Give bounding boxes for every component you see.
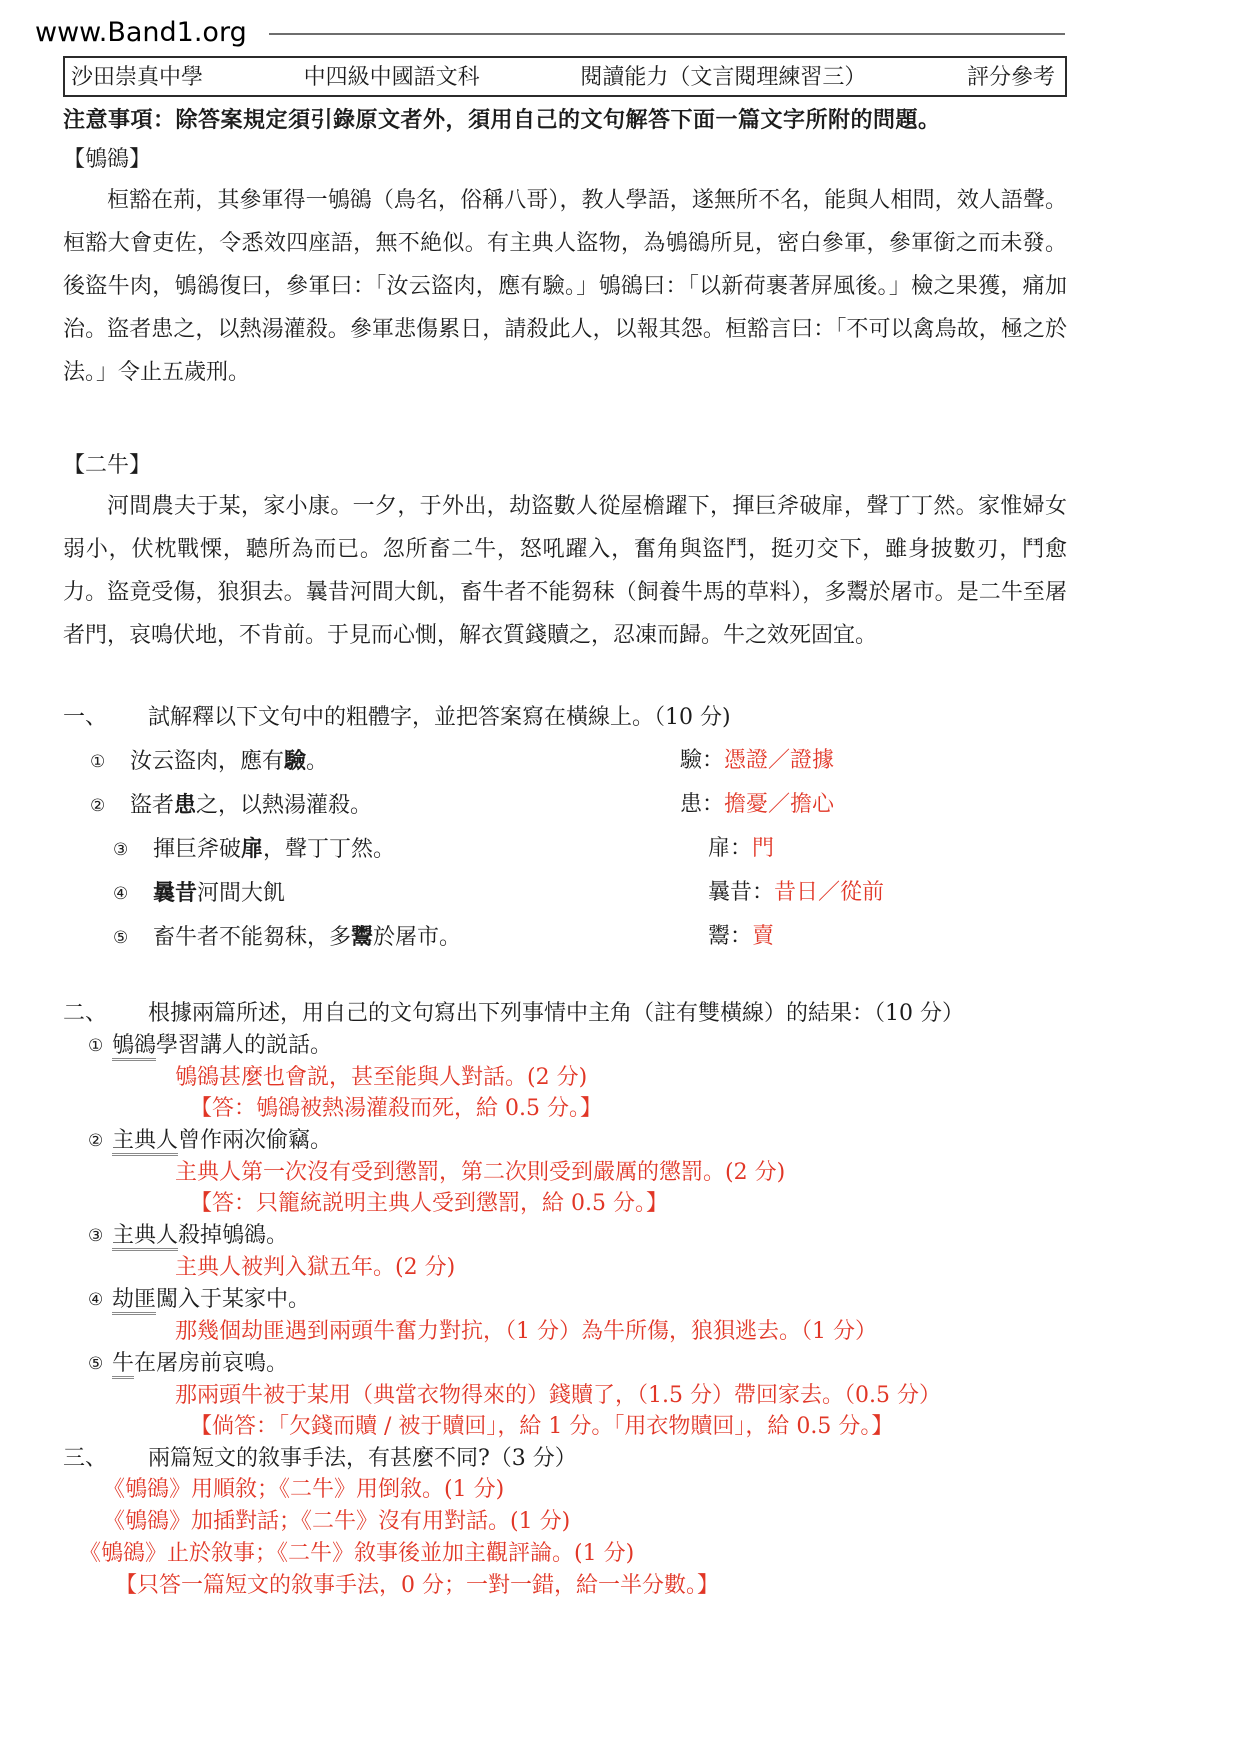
passage1-title: 【鴝鵒】 [63,147,152,172]
model-answer: 那兩頭牛被于某用（典當衣物得來的）錢贖了，（1.5 分）帶回家去。（0.5 分） [175,1383,941,1408]
paper-title: 閱讀能力（文言閱理練習三） [580,65,867,90]
item-statement: 學習講人的説話。 [156,1033,333,1058]
item-statement: 闖入于某家中。 [156,1287,311,1312]
q2-item-1 [63,1030,1067,1062]
answer-term: 鬻： [708,924,753,949]
item-subject: 牛 [112,1351,134,1379]
question1-number: 一、 [63,705,108,730]
question3-prompt: 兩篇短文的敘事手法，有甚麼不同?（3 分） [148,1446,577,1471]
instructions-note: 注意事項：除答案規定須引錄原文者外，須用自己的文句解答下面一篇文字所附的問題。 [63,107,941,133]
top-watermark-bar [35,18,1065,48]
item-number: ⑤ [88,1354,104,1374]
item-answer [708,878,884,908]
item-question: 畜牛者不能芻秣，多鬻於屠市。 [153,924,462,950]
item-subject: 主典人 [112,1223,178,1251]
item-question: 汝云盜肉，應有驗。 [130,748,329,774]
q2-item-4 [63,1284,1067,1316]
question1-prompt: 試解釋以下文句中的粗體字，並把答案寫在橫線上。（10 分) [148,705,731,730]
marking-note: 【答：只籠統説明主典人受到懲罰，給 0.5 分。】 [190,1191,668,1216]
answer-value: 擔憂／擔心 [724,792,835,817]
item-number: ⑤ [113,928,129,948]
answer-term: 扉： [708,836,753,861]
class-subject: 中四級中國語文科 [303,65,480,90]
document-body [63,56,1067,1602]
model-answer: 主典人第一次沒有受到懲罰，第二次則受到嚴厲的懲罰。(2 分) [175,1160,786,1185]
item-subject: 主典人 [112,1128,178,1156]
passage2-title: 【二牛】 [63,453,152,478]
item-number: ① [90,752,106,772]
model-answer: 那幾個劫匪遇到兩頭牛奮力對抗，（1 分）為牛所傷，狼狽逃去。（1 分） [175,1319,877,1344]
model-answer: 《鴝鵒》止於敘事；《二牛》敘事後並加主觀評論。(1 分) [79,1541,635,1566]
marking-note: 【只答一篇短文的敘事手法，0 分；一對一錯，給一半分數。】 [115,1573,719,1598]
item-number: ③ [113,840,129,860]
question3-heading [63,1444,1067,1474]
item-statement: 殺掉鴝鵒。 [178,1223,289,1248]
item-answer [708,922,774,952]
model-answer: 《鴝鵒》加插對話；《二牛》沒有用對話。(1 分) [103,1509,571,1534]
q2-item-2 [63,1125,1067,1157]
answer-term: 患： [680,792,725,817]
q1-item-2 [63,790,1067,821]
item-number: ① [88,1036,104,1056]
answer-value: 賣 [752,924,775,949]
item-question: 盜者患之，以熱湯灌殺。 [130,792,373,818]
item-number: ③ [88,1226,104,1246]
marking-note: 【倘答：「欠錢而贖 / 被于贖回」，給 1 分。「用衣物贖回」，給 0.5 分。】 [190,1414,894,1439]
marking-note: 【答：鴝鵒被熱湯灌殺而死，給 0.5 分。】 [190,1096,602,1121]
question2-number: 二、 [63,1001,108,1026]
q1-item-3 [63,834,1067,865]
passage2-text: 河間農夫于某，家小康。一夕，于外出，劫盜數人從屋檐躍下，揮巨斧破扉，聲丁丁然。家惟婦女弱小，伏枕戰慄，聽所為而已。忽所畜二牛，怒吼躍入，奮角與盜鬥，挺刃交下，雖身披數刃，鬥愈力。盜竟受傷，狼狽去。曩昔河間大飢，畜牛者不能芻秣（飼養牛馬的草料），多鬻於屠市。是二牛至屠者門，哀鳴伏地，不肯前。于見而心惻，解衣質錢贖之，忍凍而歸。牛之效死固宜。 [63,494,1067,648]
model-answer: 《鴝鵒》用順敘；《二牛》用倒敘。(1 分) [103,1477,505,1502]
answer-value: 憑證／證據 [724,748,835,773]
model-answer: 主典人被判入獄五年。(2 分) [175,1255,456,1280]
item-subject: 鴝鵒 [112,1033,156,1061]
question2-heading [63,999,1067,1029]
question3-number: 三、 [63,1446,108,1471]
school-name: 沙田崇真中學 [71,65,204,90]
item-answer [680,790,834,820]
question1-heading [63,703,1067,733]
doc-type: 評分參考 [966,65,1055,90]
passage1-text: 桓豁在荊，其參軍得一鴝鵒（鳥名，俗稱八哥），教人學語，遂無所不名，能與人相問，效人語聲。桓豁大會吏佐，令悉效四座語，無不絶似。有主典人盜物，為鴝鵒所見，密白參軍，參軍銜之而未發。後盜牛肉，鴝鵒復曰，參軍曰：「汝云盜肉，應有驗。」鴝鵒曰：「以新荷裹著屏風後。」檢之果獲，痛加治。盜者患之，以熱湯灌殺。參軍悲傷累日，請殺此人，以報其怨。桓豁言曰：「不可以禽鳥故，極之於法。」令止五歲刑。 [63,188,1067,385]
item-answer [680,746,834,776]
item-question: 揮巨斧破扉，聲丁丁然。 [153,836,396,862]
item-statement: 在屠房前哀鳴。 [134,1351,289,1376]
answer-term: 曩昔： [708,880,775,905]
item-number: ② [90,796,106,816]
answer-value: 昔日／從前 [774,880,885,905]
item-statement: 曾作兩次偷竊。 [178,1128,333,1153]
item-number: ② [88,1131,104,1151]
item-subject: 劫匪 [112,1287,156,1315]
q2-item-3 [63,1220,1067,1252]
item-number: ④ [113,884,129,904]
q1-item-4 [63,878,1067,909]
watermark-text: www.Band1.org [35,17,247,48]
q2-item-5 [63,1348,1067,1380]
item-question: 曩昔河間大飢 [153,880,286,906]
q1-item-1 [63,746,1067,777]
answer-value: 門 [752,836,775,861]
item-answer [708,834,774,864]
question2-prompt: 根據兩篇所述，用自己的文句寫出下列事情中主角（註有雙橫線）的結果：（10 分） [148,1001,964,1026]
divider-line [269,33,1065,35]
item-number: ④ [88,1290,104,1310]
model-answer: 鴝鵒甚麼也會説，甚至能與人對話。(2 分) [175,1065,588,1090]
answer-term: 驗： [680,748,725,773]
q1-item-5 [63,922,1067,953]
header-box [63,56,1067,97]
